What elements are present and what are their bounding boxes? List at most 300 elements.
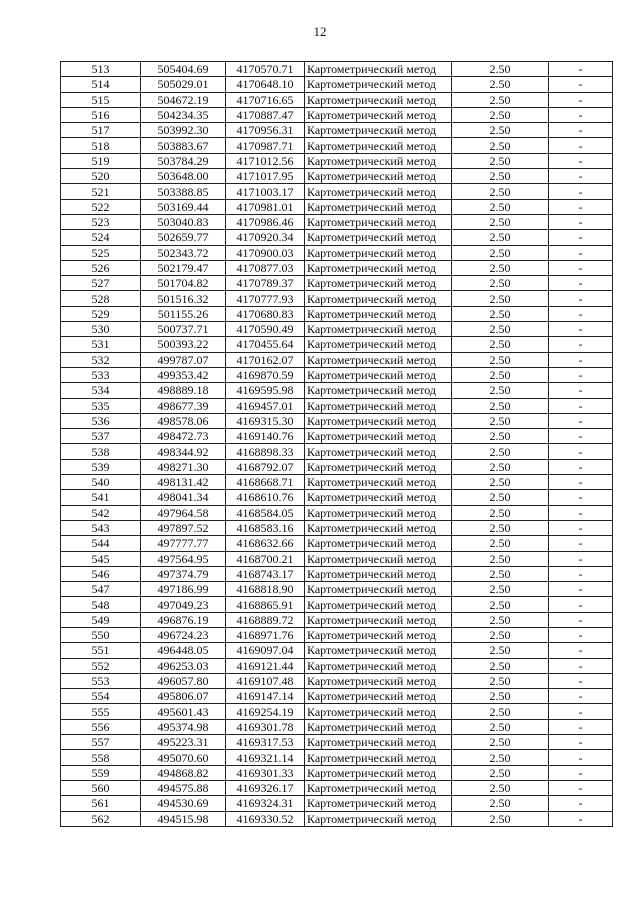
accuracy-cell: 2.50 xyxy=(452,413,549,428)
point-number-cell: 550 xyxy=(61,627,141,642)
note-cell: - xyxy=(549,612,613,627)
accuracy-cell: 2.50 xyxy=(452,260,549,275)
x-coordinate-cell: 498271.30 xyxy=(141,459,226,474)
note-cell: - xyxy=(549,582,613,597)
y-coordinate-cell: 4170877.03 xyxy=(226,260,305,275)
accuracy-cell: 2.50 xyxy=(452,429,549,444)
table-row xyxy=(61,367,613,382)
note-cell: - xyxy=(549,444,613,459)
table-row xyxy=(61,123,613,138)
point-number-cell: 534 xyxy=(61,383,141,398)
note-cell: - xyxy=(549,184,613,199)
table-row xyxy=(61,520,613,535)
table-row xyxy=(61,77,613,92)
point-number-cell: 527 xyxy=(61,276,141,291)
accuracy-cell: 2.50 xyxy=(452,505,549,520)
method-cell: Картометрический метод xyxy=(305,612,452,627)
accuracy-cell: 2.50 xyxy=(452,123,549,138)
y-coordinate-cell: 4168865.91 xyxy=(226,597,305,612)
accuracy-cell: 2.50 xyxy=(452,383,549,398)
method-cell: Картометрический метод xyxy=(305,459,452,474)
x-coordinate-cell: 505029.01 xyxy=(141,77,226,92)
x-coordinate-cell: 498889.18 xyxy=(141,383,226,398)
note-cell: - xyxy=(549,735,613,750)
point-number-cell: 558 xyxy=(61,750,141,765)
note-cell: - xyxy=(549,107,613,122)
y-coordinate-cell: 4170956.31 xyxy=(226,123,305,138)
table-row xyxy=(61,429,613,444)
table-row xyxy=(61,811,613,826)
point-number-cell: 513 xyxy=(61,62,141,77)
y-coordinate-cell: 4170162.07 xyxy=(226,352,305,367)
point-number-cell: 537 xyxy=(61,429,141,444)
x-coordinate-cell: 494868.82 xyxy=(141,765,226,780)
y-coordinate-cell: 4169107.48 xyxy=(226,673,305,688)
x-coordinate-cell: 496253.03 xyxy=(141,658,226,673)
note-cell: - xyxy=(549,566,613,581)
method-cell: Картометрический метод xyxy=(305,367,452,382)
accuracy-cell: 2.50 xyxy=(452,459,549,474)
x-coordinate-cell: 504234.35 xyxy=(141,107,226,122)
x-coordinate-cell: 498677.39 xyxy=(141,398,226,413)
y-coordinate-cell: 4169326.17 xyxy=(226,780,305,795)
note-cell: - xyxy=(549,536,613,551)
note-cell: - xyxy=(549,750,613,765)
note-cell: - xyxy=(549,643,613,658)
table-row xyxy=(61,490,613,505)
y-coordinate-cell: 4170590.49 xyxy=(226,322,305,337)
accuracy-cell: 2.50 xyxy=(452,184,549,199)
y-coordinate-cell: 4171003.17 xyxy=(226,184,305,199)
method-cell: Картометрический метод xyxy=(305,92,452,107)
y-coordinate-cell: 4169140.76 xyxy=(226,429,305,444)
accuracy-cell: 2.50 xyxy=(452,658,549,673)
table-row xyxy=(61,92,613,107)
method-cell: Картометрический метод xyxy=(305,77,452,92)
method-cell: Картометрический метод xyxy=(305,704,452,719)
point-number-cell: 541 xyxy=(61,490,141,505)
note-cell: - xyxy=(549,796,613,811)
point-number-cell: 516 xyxy=(61,107,141,122)
method-cell: Картометрический метод xyxy=(305,627,452,642)
page-number: 12 xyxy=(313,24,327,39)
x-coordinate-cell: 503992.30 xyxy=(141,123,226,138)
note-cell: - xyxy=(549,245,613,260)
y-coordinate-cell: 4169301.33 xyxy=(226,765,305,780)
table-row xyxy=(61,505,613,520)
accuracy-cell: 2.50 xyxy=(452,444,549,459)
x-coordinate-cell: 500737.71 xyxy=(141,322,226,337)
y-coordinate-cell: 4169301.78 xyxy=(226,719,305,734)
x-coordinate-cell: 503388.85 xyxy=(141,184,226,199)
method-cell: Картометрический метод xyxy=(305,123,452,138)
x-coordinate-cell: 496724.23 xyxy=(141,627,226,642)
accuracy-cell: 2.50 xyxy=(452,214,549,229)
point-number-cell: 546 xyxy=(61,566,141,581)
method-cell: Картометрический метод xyxy=(305,551,452,566)
table-row xyxy=(61,796,613,811)
table-row xyxy=(61,245,613,260)
point-number-cell: 517 xyxy=(61,123,141,138)
note-cell: - xyxy=(549,383,613,398)
note-cell: - xyxy=(549,627,613,642)
method-cell: Картометрический метод xyxy=(305,673,452,688)
accuracy-cell: 2.50 xyxy=(452,750,549,765)
accuracy-cell: 2.50 xyxy=(452,566,549,581)
table-row xyxy=(61,291,613,306)
x-coordinate-cell: 497374.79 xyxy=(141,566,226,581)
method-cell: Картометрический метод xyxy=(305,276,452,291)
point-number-cell: 544 xyxy=(61,536,141,551)
accuracy-cell: 2.50 xyxy=(452,735,549,750)
x-coordinate-cell: 503784.29 xyxy=(141,153,226,168)
point-number-cell: 528 xyxy=(61,291,141,306)
method-cell: Картометрический метод xyxy=(305,245,452,260)
y-coordinate-cell: 4170570.71 xyxy=(226,62,305,77)
method-cell: Картометрический метод xyxy=(305,62,452,77)
y-coordinate-cell: 4169254.19 xyxy=(226,704,305,719)
table-row xyxy=(61,169,613,184)
x-coordinate-cell: 497049.23 xyxy=(141,597,226,612)
method-cell: Картометрический метод xyxy=(305,643,452,658)
y-coordinate-cell: 4168889.72 xyxy=(226,612,305,627)
y-coordinate-cell: 4169870.59 xyxy=(226,367,305,382)
accuracy-cell: 2.50 xyxy=(452,597,549,612)
point-number-cell: 559 xyxy=(61,765,141,780)
point-number-cell: 532 xyxy=(61,352,141,367)
x-coordinate-cell: 497564.95 xyxy=(141,551,226,566)
method-cell: Картометрический метод xyxy=(305,796,452,811)
y-coordinate-cell: 4169595.98 xyxy=(226,383,305,398)
method-cell: Картометрический метод xyxy=(305,153,452,168)
note-cell: - xyxy=(549,658,613,673)
point-number-cell: 521 xyxy=(61,184,141,199)
coordinates-table xyxy=(60,61,613,827)
x-coordinate-cell: 502343.72 xyxy=(141,245,226,260)
note-cell: - xyxy=(549,398,613,413)
accuracy-cell: 2.50 xyxy=(452,352,549,367)
x-coordinate-cell: 504672.19 xyxy=(141,92,226,107)
point-number-cell: 547 xyxy=(61,582,141,597)
x-coordinate-cell: 496057.80 xyxy=(141,673,226,688)
method-cell: Картометрический метод xyxy=(305,811,452,826)
method-cell: Картометрический метод xyxy=(305,383,452,398)
table-row xyxy=(61,582,613,597)
table-row xyxy=(61,551,613,566)
accuracy-cell: 2.50 xyxy=(452,811,549,826)
accuracy-cell: 2.50 xyxy=(452,291,549,306)
y-coordinate-cell: 4168668.71 xyxy=(226,475,305,490)
table-row xyxy=(61,230,613,245)
accuracy-cell: 2.50 xyxy=(452,490,549,505)
note-cell: - xyxy=(549,276,613,291)
point-number-cell: 530 xyxy=(61,322,141,337)
accuracy-cell: 2.50 xyxy=(452,306,549,321)
point-number-cell: 560 xyxy=(61,780,141,795)
method-cell: Картометрический метод xyxy=(305,520,452,535)
y-coordinate-cell: 4168898.33 xyxy=(226,444,305,459)
y-coordinate-cell: 4169147.14 xyxy=(226,689,305,704)
table-row xyxy=(61,413,613,428)
note-cell: - xyxy=(549,214,613,229)
method-cell: Картометрический метод xyxy=(305,719,452,734)
y-coordinate-cell: 4168632.66 xyxy=(226,536,305,551)
point-number-cell: 529 xyxy=(61,306,141,321)
y-coordinate-cell: 4170680.83 xyxy=(226,306,305,321)
method-cell: Картометрический метод xyxy=(305,291,452,306)
x-coordinate-cell: 503648.00 xyxy=(141,169,226,184)
method-cell: Картометрический метод xyxy=(305,536,452,551)
y-coordinate-cell: 4169330.52 xyxy=(226,811,305,826)
point-number-cell: 526 xyxy=(61,260,141,275)
table-row xyxy=(61,444,613,459)
accuracy-cell: 2.50 xyxy=(452,169,549,184)
y-coordinate-cell: 4170777.93 xyxy=(226,291,305,306)
point-number-cell: 514 xyxy=(61,77,141,92)
method-cell: Картометрический метод xyxy=(305,566,452,581)
x-coordinate-cell: 497777.77 xyxy=(141,536,226,551)
y-coordinate-cell: 4170887.47 xyxy=(226,107,305,122)
point-number-cell: 551 xyxy=(61,643,141,658)
method-cell: Картометрический метод xyxy=(305,306,452,321)
x-coordinate-cell: 494530.69 xyxy=(141,796,226,811)
table-row xyxy=(61,735,613,750)
accuracy-cell: 2.50 xyxy=(452,475,549,490)
accuracy-cell: 2.50 xyxy=(452,276,549,291)
table-row xyxy=(61,719,613,734)
point-number-cell: 556 xyxy=(61,719,141,734)
accuracy-cell: 2.50 xyxy=(452,62,549,77)
note-cell: - xyxy=(549,322,613,337)
x-coordinate-cell: 503040.83 xyxy=(141,214,226,229)
y-coordinate-cell: 4168792.07 xyxy=(226,459,305,474)
method-cell: Картометрический метод xyxy=(305,199,452,214)
accuracy-cell: 2.50 xyxy=(452,689,549,704)
accuracy-cell: 2.50 xyxy=(452,643,549,658)
table-row xyxy=(61,107,613,122)
accuracy-cell: 2.50 xyxy=(452,199,549,214)
method-cell: Картометрический метод xyxy=(305,735,452,750)
table-row xyxy=(61,704,613,719)
accuracy-cell: 2.50 xyxy=(452,520,549,535)
point-number-cell: 515 xyxy=(61,92,141,107)
method-cell: Картометрический метод xyxy=(305,107,452,122)
y-coordinate-cell: 4169097.04 xyxy=(226,643,305,658)
point-number-cell: 523 xyxy=(61,214,141,229)
x-coordinate-cell: 495601.43 xyxy=(141,704,226,719)
point-number-cell: 518 xyxy=(61,138,141,153)
x-coordinate-cell: 498472.73 xyxy=(141,429,226,444)
accuracy-cell: 2.50 xyxy=(452,704,549,719)
x-coordinate-cell: 500393.22 xyxy=(141,337,226,352)
accuracy-cell: 2.50 xyxy=(452,398,549,413)
table-row xyxy=(61,184,613,199)
x-coordinate-cell: 499787.07 xyxy=(141,352,226,367)
point-number-cell: 548 xyxy=(61,597,141,612)
y-coordinate-cell: 4168971.76 xyxy=(226,627,305,642)
table-row xyxy=(61,627,613,642)
note-cell: - xyxy=(549,765,613,780)
method-cell: Картометрический метод xyxy=(305,429,452,444)
y-coordinate-cell: 4169317.53 xyxy=(226,735,305,750)
note-cell: - xyxy=(549,689,613,704)
point-number-cell: 538 xyxy=(61,444,141,459)
point-number-cell: 545 xyxy=(61,551,141,566)
note-cell: - xyxy=(549,260,613,275)
point-number-cell: 520 xyxy=(61,169,141,184)
y-coordinate-cell: 4170920.34 xyxy=(226,230,305,245)
method-cell: Картометрический метод xyxy=(305,214,452,229)
method-cell: Картометрический метод xyxy=(305,597,452,612)
method-cell: Картометрический метод xyxy=(305,750,452,765)
x-coordinate-cell: 498578.06 xyxy=(141,413,226,428)
table-row xyxy=(61,322,613,337)
method-cell: Картометрический метод xyxy=(305,505,452,520)
point-number-cell: 543 xyxy=(61,520,141,535)
x-coordinate-cell: 502659.77 xyxy=(141,230,226,245)
point-number-cell: 536 xyxy=(61,413,141,428)
y-coordinate-cell: 4168818.90 xyxy=(226,582,305,597)
y-coordinate-cell: 4170900.03 xyxy=(226,245,305,260)
point-number-cell: 524 xyxy=(61,230,141,245)
method-cell: Картометрический метод xyxy=(305,169,452,184)
table-row xyxy=(61,260,613,275)
y-coordinate-cell: 4171017.95 xyxy=(226,169,305,184)
y-coordinate-cell: 4168584.05 xyxy=(226,505,305,520)
method-cell: Картометрический метод xyxy=(305,490,452,505)
point-number-cell: 539 xyxy=(61,459,141,474)
table-row xyxy=(61,352,613,367)
method-cell: Картометрический метод xyxy=(305,689,452,704)
note-cell: - xyxy=(549,719,613,734)
accuracy-cell: 2.50 xyxy=(452,230,549,245)
y-coordinate-cell: 4168700.21 xyxy=(226,551,305,566)
method-cell: Картометрический метод xyxy=(305,352,452,367)
table-row xyxy=(61,337,613,352)
x-coordinate-cell: 498041.34 xyxy=(141,490,226,505)
accuracy-cell: 2.50 xyxy=(452,337,549,352)
y-coordinate-cell: 4168743.17 xyxy=(226,566,305,581)
y-coordinate-cell: 4170716.65 xyxy=(226,92,305,107)
x-coordinate-cell: 495223.31 xyxy=(141,735,226,750)
point-number-cell: 522 xyxy=(61,199,141,214)
method-cell: Картометрический метод xyxy=(305,658,452,673)
point-number-cell: 525 xyxy=(61,245,141,260)
table-row xyxy=(61,566,613,581)
accuracy-cell: 2.50 xyxy=(452,796,549,811)
table-row xyxy=(61,153,613,168)
accuracy-cell: 2.50 xyxy=(452,92,549,107)
note-cell: - xyxy=(549,811,613,826)
x-coordinate-cell: 501704.82 xyxy=(141,276,226,291)
table-row xyxy=(61,199,613,214)
method-cell: Картометрический метод xyxy=(305,413,452,428)
note-cell: - xyxy=(549,92,613,107)
method-cell: Картометрический метод xyxy=(305,184,452,199)
y-coordinate-cell: 4170648.10 xyxy=(226,77,305,92)
note-cell: - xyxy=(549,475,613,490)
note-cell: - xyxy=(549,199,613,214)
table-row xyxy=(61,612,613,627)
table-row xyxy=(61,398,613,413)
table-row xyxy=(61,62,613,77)
y-coordinate-cell: 4169324.31 xyxy=(226,796,305,811)
method-cell: Картометрический метод xyxy=(305,780,452,795)
method-cell: Картометрический метод xyxy=(305,230,452,245)
point-number-cell: 531 xyxy=(61,337,141,352)
table-row xyxy=(61,658,613,673)
y-coordinate-cell: 4169457.01 xyxy=(226,398,305,413)
y-coordinate-cell: 4171012.56 xyxy=(226,153,305,168)
point-number-cell: 557 xyxy=(61,735,141,750)
y-coordinate-cell: 4170987.71 xyxy=(226,138,305,153)
method-cell: Картометрический метод xyxy=(305,337,452,352)
method-cell: Картометрический метод xyxy=(305,398,452,413)
table-row xyxy=(61,306,613,321)
method-cell: Картометрический метод xyxy=(305,582,452,597)
accuracy-cell: 2.50 xyxy=(452,780,549,795)
accuracy-cell: 2.50 xyxy=(452,551,549,566)
x-coordinate-cell: 503883.67 xyxy=(141,138,226,153)
accuracy-cell: 2.50 xyxy=(452,107,549,122)
x-coordinate-cell: 497964.58 xyxy=(141,505,226,520)
x-coordinate-cell: 494575.88 xyxy=(141,780,226,795)
table-row xyxy=(61,780,613,795)
note-cell: - xyxy=(549,673,613,688)
note-cell: - xyxy=(549,77,613,92)
y-coordinate-cell: 4169321.14 xyxy=(226,750,305,765)
method-cell: Картометрический метод xyxy=(305,260,452,275)
point-number-cell: 535 xyxy=(61,398,141,413)
note-cell: - xyxy=(549,153,613,168)
y-coordinate-cell: 4170455.64 xyxy=(226,337,305,352)
note-cell: - xyxy=(549,367,613,382)
note-cell: - xyxy=(549,138,613,153)
table-row xyxy=(61,597,613,612)
table-row xyxy=(61,673,613,688)
accuracy-cell: 2.50 xyxy=(452,322,549,337)
note-cell: - xyxy=(549,597,613,612)
x-coordinate-cell: 501516.32 xyxy=(141,291,226,306)
table-row xyxy=(61,459,613,474)
x-coordinate-cell: 501155.26 xyxy=(141,306,226,321)
x-coordinate-cell: 496448.05 xyxy=(141,643,226,658)
accuracy-cell: 2.50 xyxy=(452,367,549,382)
note-cell: - xyxy=(549,169,613,184)
table-row xyxy=(61,536,613,551)
y-coordinate-cell: 4169121.44 xyxy=(226,658,305,673)
y-coordinate-cell: 4168583.16 xyxy=(226,520,305,535)
method-cell: Картометрический метод xyxy=(305,475,452,490)
accuracy-cell: 2.50 xyxy=(452,627,549,642)
x-coordinate-cell: 498344.92 xyxy=(141,444,226,459)
point-number-cell: 519 xyxy=(61,153,141,168)
table-row xyxy=(61,475,613,490)
x-coordinate-cell: 494515.98 xyxy=(141,811,226,826)
point-number-cell: 555 xyxy=(61,704,141,719)
accuracy-cell: 2.50 xyxy=(452,153,549,168)
x-coordinate-cell: 496876.19 xyxy=(141,612,226,627)
method-cell: Картометрический метод xyxy=(305,444,452,459)
note-cell: - xyxy=(549,704,613,719)
accuracy-cell: 2.50 xyxy=(452,245,549,260)
point-number-cell: 549 xyxy=(61,612,141,627)
y-coordinate-cell: 4170981.01 xyxy=(226,199,305,214)
point-number-cell: 553 xyxy=(61,673,141,688)
note-cell: - xyxy=(549,780,613,795)
accuracy-cell: 2.50 xyxy=(452,673,549,688)
point-number-cell: 542 xyxy=(61,505,141,520)
